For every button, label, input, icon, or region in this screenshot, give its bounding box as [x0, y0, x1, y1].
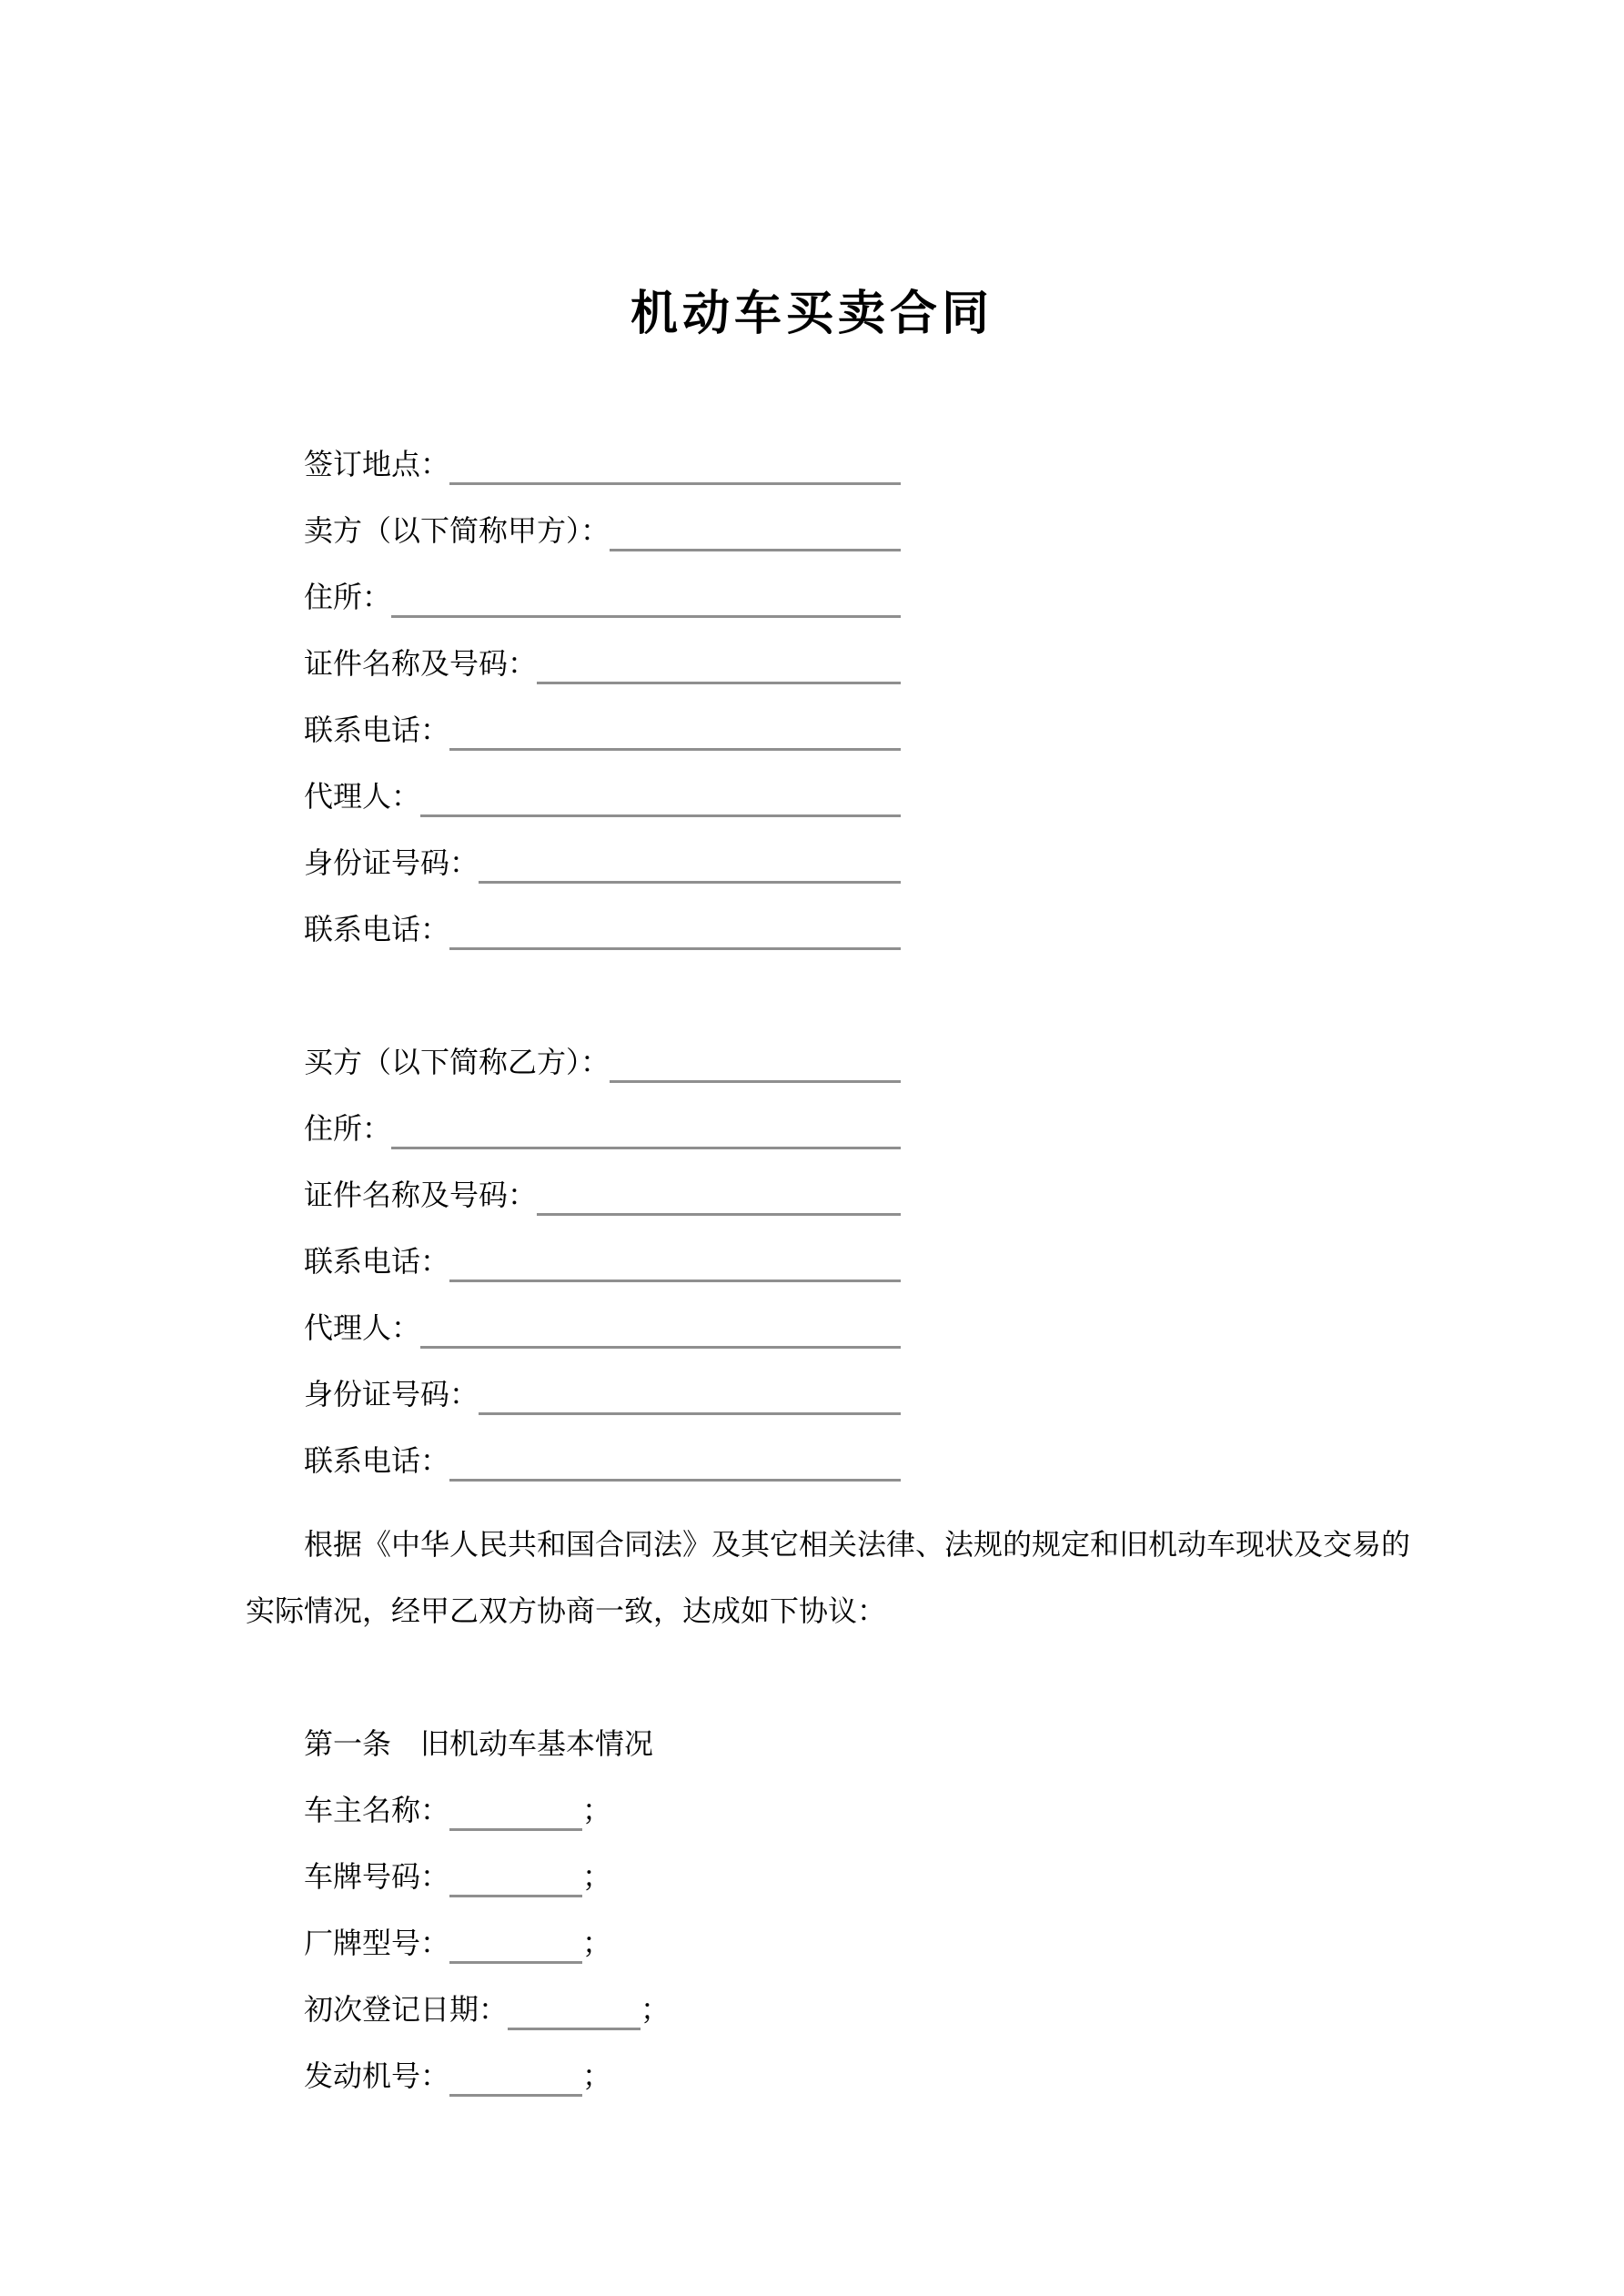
blank-underline	[449, 431, 901, 485]
field-line-seller-phone	[246, 697, 901, 764]
field-line-seller-address	[246, 564, 901, 631]
field-label: 卖方（以下简称甲方）：	[304, 514, 610, 547]
field-label: 车主名称：	[304, 1794, 450, 1826]
field-label: 初次登记日期：	[304, 1993, 509, 2026]
blank-underline	[449, 1910, 582, 1964]
field-label: 联系电话：	[304, 713, 450, 746]
semicolon: ；	[582, 1794, 612, 1826]
seller-section	[246, 431, 901, 963]
article-1-section	[246, 1711, 1401, 2109]
blank-underline	[449, 1229, 901, 1282]
field-line-buyer-address	[246, 1096, 901, 1162]
preamble-line-1: 根据《中华人民共和国合同法》及其它相关法律、法规的规定和旧机动车现状及交易的	[304, 1528, 1411, 1561]
field-line-brand-model	[246, 1910, 1401, 1977]
blank-underline	[537, 1162, 901, 1216]
blank-underline	[391, 564, 901, 618]
blank-underline	[391, 1096, 901, 1149]
preamble-line-2: 实际情况，经甲乙双方协商一致，达成如下协议：	[246, 1594, 887, 1627]
blank-underline	[508, 1977, 641, 2030]
field-label: 身份证号码：	[304, 1378, 479, 1411]
article-1-heading: 第一条 旧机动车基本情况	[304, 1727, 654, 1760]
field-line-buyer-id	[246, 1162, 901, 1229]
blank-underline	[420, 764, 901, 817]
field-line-first-registration-date	[246, 1977, 1401, 2043]
blank-underline	[479, 1361, 901, 1415]
field-line-seller-agent-id	[246, 830, 901, 896]
field-label: 签订地点：	[304, 448, 450, 480]
blank-underline	[610, 1029, 901, 1083]
semicolon: ；	[582, 1927, 612, 1959]
field-line-plate-number	[246, 1844, 1401, 1910]
field-label: 证件名称及号码：	[304, 647, 538, 680]
blank-underline	[420, 1295, 901, 1349]
field-label: 联系电话：	[304, 913, 450, 946]
field-line-owner-name	[246, 1777, 1401, 1844]
field-label: 代理人：	[304, 1311, 421, 1344]
field-label: 车牌号码：	[304, 1860, 450, 1893]
field-line-signing-place	[246, 431, 901, 498]
field-line-buyer-phone	[246, 1229, 901, 1295]
semicolon: ；	[582, 2059, 612, 2092]
semicolon: ；	[641, 1993, 671, 2026]
field-label: 买方（以下简称乙方）：	[304, 1046, 610, 1078]
field-label: 厂牌型号：	[304, 1927, 450, 1959]
field-line-seller	[246, 498, 901, 564]
field-label: 联系电话：	[304, 1245, 450, 1278]
field-line-seller-id	[246, 631, 901, 697]
blank-underline	[479, 830, 901, 884]
blank-underline	[449, 2043, 582, 2097]
blank-underline	[449, 697, 901, 751]
buyer-section	[246, 1029, 901, 1494]
field-line-buyer-agent	[246, 1295, 901, 1361]
blank-underline	[449, 896, 901, 950]
semicolon: ；	[582, 1860, 612, 1893]
field-line-engine-number	[246, 2043, 1401, 2109]
field-label: 发动机号：	[304, 2059, 450, 2092]
field-label: 联系电话：	[304, 1444, 450, 1477]
blank-underline	[449, 1777, 582, 1831]
blank-underline	[610, 498, 901, 551]
field-line-seller-agent	[246, 764, 901, 830]
field-line-seller-agent-phone	[246, 896, 901, 963]
field-label: 住所：	[304, 1112, 392, 1145]
field-line-buyer-agent-id	[246, 1361, 901, 1428]
field-label: 身份证号码：	[304, 846, 479, 879]
field-label: 住所：	[304, 581, 392, 613]
field-line-buyer-agent-phone	[246, 1428, 901, 1494]
blank-underline	[537, 631, 901, 684]
document-title: 机动车买卖合同	[630, 288, 994, 340]
blank-underline	[449, 1428, 901, 1482]
blank-underline	[449, 1844, 582, 1897]
field-label: 代理人：	[304, 780, 421, 813]
preamble-paragraph	[246, 1512, 1411, 1644]
field-label: 证件名称及号码：	[304, 1178, 538, 1211]
field-line-buyer	[246, 1029, 901, 1096]
